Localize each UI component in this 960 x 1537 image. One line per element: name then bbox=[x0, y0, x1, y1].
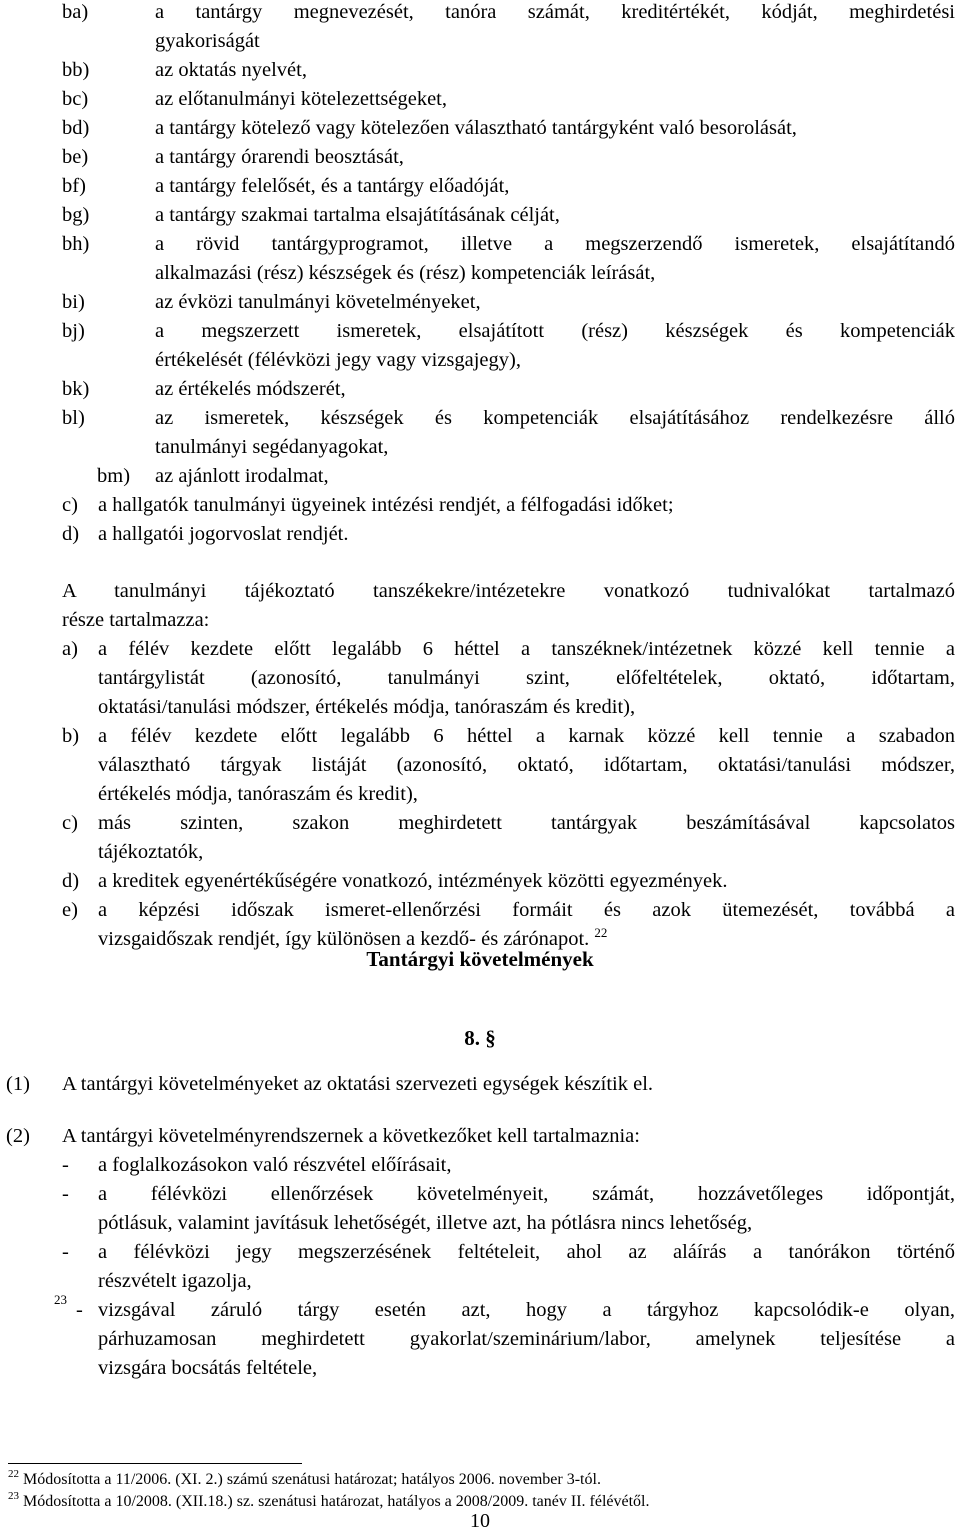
paragraph-line: A tanulmányi tájékoztató tanszékekre/intézetekre vonatkozó tudnivalókat tartalmazó bbox=[62, 580, 955, 602]
dash-bullet: - bbox=[62, 1183, 69, 1205]
paragraph-label: (1) bbox=[6, 1073, 30, 1095]
list-label: b) bbox=[62, 725, 80, 747]
paragraph-text: A tantárgyi követelményeket az oktatási szervezeti egységek készítik el. bbox=[62, 1073, 654, 1095]
list-text: vizsgára bocsátás feltétele, bbox=[98, 1357, 318, 1379]
list-text: a félévközi ellenőrzések követelményeit, számát, hozzávetőleges időpontját, bbox=[98, 1183, 955, 1205]
dash-bullet: - bbox=[76, 1299, 83, 1321]
list-text: a rövid tantárgyprogramot, illetve a megszerzendő ismeretek, elsajátítandó bbox=[155, 233, 955, 255]
paragraph-label: (2) bbox=[6, 1125, 30, 1147]
list-text: a félév kezdete előtt legalább 6 héttel a karnak közzé kell tennie a szabadon bbox=[98, 725, 955, 747]
list-label: bm) bbox=[97, 465, 131, 487]
footnote bbox=[8, 1492, 650, 1513]
list-text: a hallgatói jogorvoslat rendjét. bbox=[98, 523, 349, 545]
list-text: az előtanulmányi kötelezettségeket, bbox=[155, 88, 447, 110]
footnote bbox=[8, 1470, 601, 1491]
list-text: a képzési időszak ismeret-ellenőrzési formáit és azok ütemezését, továbbá a bbox=[98, 899, 955, 921]
list-label: c) bbox=[62, 812, 78, 834]
list-text: az oktatás nyelvét, bbox=[155, 59, 307, 81]
footnote-text: Módosította a 10/2008. (XII.18.) sz. szenátusi határozat, hatályos a 2008/2009. tanév II. félévétől. bbox=[23, 1493, 650, 1510]
list-label: bi) bbox=[62, 291, 85, 313]
list-text: a tantárgy órarendi beosztását, bbox=[155, 146, 404, 168]
list-text: a kreditek egyenértékűségére vonatkozó, intézmények közötti egyezmények. bbox=[98, 870, 728, 892]
list-text: a foglalkozásokon való részvétel előírásait, bbox=[98, 1154, 452, 1176]
dash-bullet: - bbox=[62, 1241, 69, 1263]
list-label: e) bbox=[62, 899, 78, 921]
list-text: alkalmazási (rész) készségek és (rész) kompetenciák leírását, bbox=[155, 262, 656, 284]
list-label: bj) bbox=[62, 320, 85, 342]
list-text: a hallgatók tanulmányi ügyeinek intézési rendjét, a félfogadási időket; bbox=[98, 494, 674, 516]
list-text: a félév kezdete előtt legalább 6 héttel a tanszéknek/intézetnek közzé kell tennie a bbox=[98, 638, 955, 660]
list-label: bf) bbox=[62, 175, 86, 197]
list-text: a tantárgy megnevezését, tanóra számát, kreditértékét, kódját, meghirdetési bbox=[155, 1, 955, 23]
list-text: vizsgaidőszak rendjét, így különösen a kezdő- és zárónapot. bbox=[98, 928, 590, 950]
footnote-ref[interactable]: 22 bbox=[594, 925, 608, 940]
list-text: vizsgával záruló tárgy esetén azt, hogy a tárgyhoz kapcsolódik-e olyan, bbox=[98, 1299, 955, 1321]
footnote-separator bbox=[8, 1463, 302, 1464]
list-text: a tantárgy felelősét, és a tantárgy előadóját, bbox=[155, 175, 510, 197]
page-number: 10 bbox=[470, 1510, 490, 1532]
list-text: oktatási/tanulási módszer, értékelés módja, tanóraszám és kredit), bbox=[98, 696, 636, 718]
list-label: ba) bbox=[62, 1, 89, 23]
list-text: tájékoztatók, bbox=[98, 841, 204, 863]
list-text: részvételt igazolja, bbox=[98, 1270, 252, 1292]
list-label: bk) bbox=[62, 378, 90, 400]
section-title: Tantárgyi követelmények bbox=[366, 947, 594, 971]
paragraph-text: A tantárgyi követelményrendszernek a következőket kell tartalmaznia: bbox=[62, 1125, 640, 1147]
list-text: az ismeretek, készségek és kompetenciák elsajátításához rendelkezésre álló bbox=[155, 407, 955, 429]
list-text: az értékelés módszerét, bbox=[155, 378, 346, 400]
list-text: pótlásuk, valamint javításuk lehetőségét, illetve azt, ha pótlásra nincs lehetőség, bbox=[98, 1212, 753, 1234]
list-label: bb) bbox=[62, 59, 90, 81]
list-text: értékelés módja, tanóraszám és kredit), bbox=[98, 783, 418, 805]
footnote-text: Módosította a 11/2006. (XI. 2.) számú szenátusi határozat; hatályos 2006. november 3-tól. bbox=[23, 1471, 601, 1488]
list-label: d) bbox=[62, 870, 80, 892]
footnote-ref[interactable]: 23 bbox=[54, 1292, 67, 1307]
list-text: tantárgylistát (azonosító, tanulmányi szint, előfeltételek, oktató, időtartam, bbox=[98, 667, 955, 689]
list-text: más szinten, szakon meghirdetett tantárgyak beszámításával kapcsolatos bbox=[98, 812, 955, 834]
list-label: d) bbox=[62, 523, 80, 545]
list-label: bc) bbox=[62, 88, 89, 110]
list-label: c) bbox=[62, 494, 78, 516]
section-number: 8. § bbox=[464, 1026, 496, 1050]
list-text: párhuzamosan meghirdetett gyakorlat/szeminárium/labor, amelynek teljesítése a bbox=[98, 1328, 955, 1350]
list-text: a tantárgy kötelező vagy kötelezően választható tantárgyként való besorolását, bbox=[155, 117, 797, 139]
list-text: gyakoriságát bbox=[155, 30, 260, 52]
list-text: a félévközi jegy megszerzésének feltételeit, ahol az aláírás a tanórákon történő bbox=[98, 1241, 955, 1263]
footnote-number: 22 bbox=[8, 1468, 19, 1480]
list-text: a megszerzett ismeretek, elsajátított (rész) készségek és kompetenciák bbox=[155, 320, 955, 342]
list-text: választható tárgyak listáját (azonosító, oktató, időtartam, oktatási/tanulási módszer, bbox=[98, 754, 955, 776]
list-label: a) bbox=[62, 638, 78, 660]
list-text: tanulmányi segédanyagokat, bbox=[155, 436, 389, 458]
list-label: bl) bbox=[62, 407, 85, 429]
list-label: bd) bbox=[62, 117, 90, 139]
footnote-number: 23 bbox=[8, 1490, 19, 1502]
list-text: az évközi tanulmányi követelményeket, bbox=[155, 291, 481, 313]
list-text: az ajánlott irodalmat, bbox=[155, 465, 329, 487]
list-label: bg) bbox=[62, 204, 90, 226]
list-label: be) bbox=[62, 146, 89, 168]
paragraph-line: része tartalmazza: bbox=[62, 609, 210, 631]
list-text: értékelését (félévközi jegy vagy vizsgajegy), bbox=[155, 349, 521, 371]
dash-bullet: - bbox=[62, 1154, 69, 1176]
list-text: a tantárgy szakmai tartalma elsajátításának célját, bbox=[155, 204, 560, 226]
list-label: bh) bbox=[62, 233, 90, 255]
